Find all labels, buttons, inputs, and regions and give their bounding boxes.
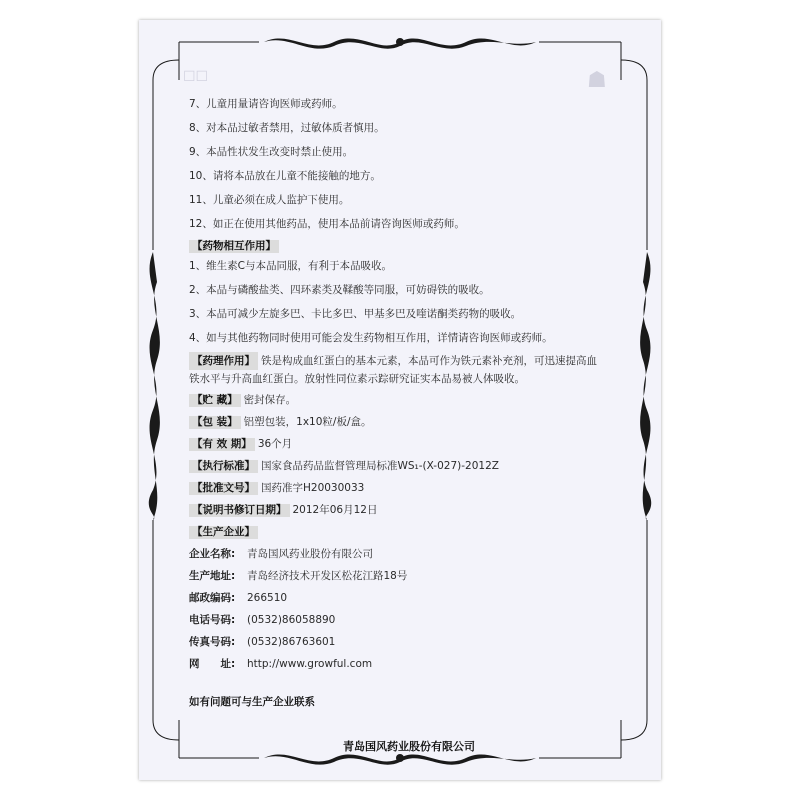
contact-note: 如有问题可与生产企业联系 [189,696,315,708]
section-label: 【药理作用】 [189,352,258,370]
phone-value: (0532)86058890 [247,614,336,626]
pharmacology-text-1: 铁是构成血红蛋白的基本元素，本品可作为铁元素补充剂，可迅速提高血 [261,355,597,367]
section-label: 【批准文号】 [189,482,258,495]
storage-row [189,394,296,407]
revision-row [189,504,377,517]
address-key: 生产地址: [189,570,236,582]
validity-row [189,438,292,451]
pharmacology-section [189,352,621,388]
interaction-item-3: 3、本品可减少左旋多巴、卡比多巴、甲基多巴及喹诺酮类药物的吸收。 [189,308,522,320]
postcode-key: 邮政编码: [189,592,236,604]
footer-company-name: 青岛国风药业股份有限公司 [343,740,475,753]
section-label: 【说明书修订日期】 [189,504,290,517]
phone-key: 电话号码: [189,614,236,626]
approval-value: 国药准字H20030033 [261,482,365,494]
manufacturer-heading [189,526,261,539]
standard-value: 国家食品药品监督管理局标准WS₁-(X-027)-2012Z [261,460,499,472]
website-key: 网 址: [189,658,236,670]
postcode-row [189,592,287,605]
show-through-logo: ☗ [587,68,607,93]
interactions-heading [189,240,282,253]
fax-row [189,636,335,649]
precaution-item-7: 7、儿童用量请咨询医师或药师。 [189,98,343,110]
company-name-key: 企业名称: [189,548,236,560]
pharmacology-text-2: 铁水平与升高血红蛋白。放射性同位素示踪研究证实本品易被人体吸收。 [189,373,525,385]
postcode-value: 266510 [247,592,288,604]
standard-row [189,460,499,473]
storage-value: 密封保存。 [243,394,297,406]
address-value: 青岛经济技术开发区松花江路18号 [247,570,408,582]
package-row [189,416,372,429]
precaution-item-9: 9、本品性状发生改变时禁止使用。 [189,146,354,158]
company-name-row [189,548,373,561]
fax-value: (0532)86763601 [247,636,336,648]
validity-value: 36个月 [257,438,293,450]
leaflet-sheet [139,20,661,780]
interaction-item-4: 4、如与其他药物同时使用可能会发生药物相互作用，详情请咨询医师或药师。 [189,332,553,344]
fax-key: 传真号码: [189,636,236,648]
section-label: 【有 效 期】 [189,438,255,451]
interaction-item-1: 1、维生素C与本品同服，有利于本品吸收。 [189,260,393,272]
precaution-item-12: 12、如正在使用其他药品，使用本品前请咨询医师或药师。 [189,218,465,230]
company-name-value: 青岛国风药业股份有限公司 [247,548,373,560]
section-label: 【药物相互作用】 [189,240,279,253]
precaution-item-10: 10、请将本品放在儿童不能接触的地方。 [189,170,381,182]
section-label: 【包 装】 [189,416,241,429]
precaution-item-8: 8、对本品过敏者禁用，过敏体质者慎用。 [189,122,385,134]
interaction-item-2: 2、本品与磷酸盐类、四环素类及鞣酸等同服，可妨碍铁的吸收。 [189,284,490,296]
section-label: 【生产企业】 [189,526,258,539]
website-row [189,658,372,671]
address-row [189,570,407,583]
package-value: 铝塑包装，1x10粒/板/盒。 [243,416,372,428]
revision-value: 2012年06月12日 [292,504,378,516]
phone-row [189,614,335,627]
website-value: http://www.growful.com [247,658,373,670]
approval-row [189,482,364,495]
section-label: 【贮 藏】 [189,394,241,407]
section-label: 【执行标准】 [189,460,258,473]
show-through-left-emblem: ☐☐ [183,69,209,85]
precaution-item-11: 11、儿童必须在成人监护下使用。 [189,194,350,206]
